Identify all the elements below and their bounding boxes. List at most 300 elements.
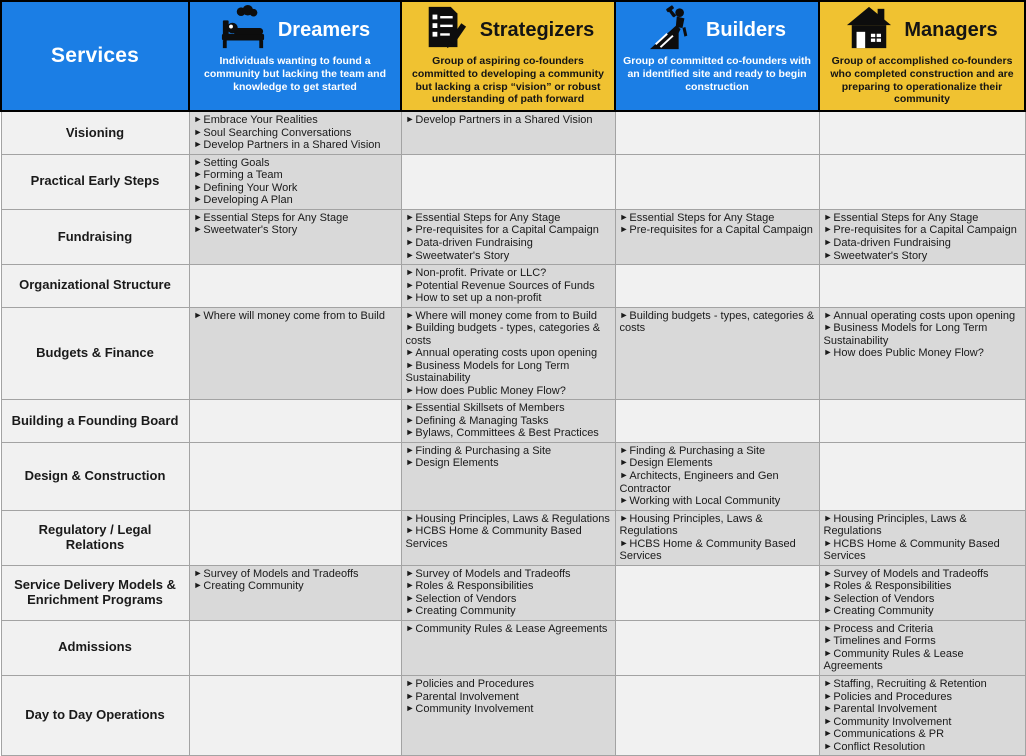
bullet-pointer-icon: ► <box>193 194 203 205</box>
bullet-pointer-icon: ► <box>823 512 833 523</box>
bullet-pointer-icon: ► <box>823 567 833 578</box>
offering-item-text: Soul Searching Conversations <box>203 126 352 139</box>
offering-item-text: Developing A Plan <box>203 194 293 207</box>
matrix-cell <box>615 111 819 154</box>
offering-item-text: Survey of Models and Tradeoffs <box>203 567 359 580</box>
matrix-cell <box>189 400 401 443</box>
matrix-cell <box>189 307 401 400</box>
offering-item-text: Selection of Vendors <box>415 592 517 605</box>
offering-item-text: Sweetwater's Story <box>415 249 510 262</box>
offering-item <box>406 322 612 347</box>
offering-item-text: Survey of Models and Tradeoffs <box>833 567 989 580</box>
bullet-pointer-icon: ► <box>823 580 833 591</box>
bullet-pointer-icon: ► <box>823 622 833 633</box>
offering-item <box>406 525 612 550</box>
offering-item <box>406 605 612 618</box>
column-header-strategizers <box>401 1 615 111</box>
offering-item-text: Roles & Responsibilities <box>833 580 952 593</box>
column-header-top <box>616 2 818 54</box>
offering-item <box>406 513 612 526</box>
offering-item-text: Essential Skillsets of Members <box>415 402 565 415</box>
offering-item <box>824 347 1022 360</box>
offering-item-text: Annual operating costs upon opening <box>833 309 1016 322</box>
matrix-cell <box>615 620 819 675</box>
offering-item-text: How does Public Money Flow? <box>415 384 566 397</box>
bullet-pointer-icon: ► <box>405 359 415 370</box>
column-subtitle: Group of accomplished co-founders who completed construction and are preparing to operationalize their community <box>830 55 1014 106</box>
offering-item-text: Data-driven Fundraising <box>415 236 533 249</box>
bullet-pointer-icon: ► <box>619 444 629 455</box>
offering-item <box>620 445 816 458</box>
bullet-pointer-icon: ► <box>405 605 415 616</box>
bullet-pointer-icon: ► <box>193 567 203 578</box>
offering-item-text: Embrace Your Realities <box>203 114 318 127</box>
offering-item <box>406 267 612 280</box>
matrix-cell <box>615 400 819 443</box>
offering-item-text: Creating Community <box>833 605 934 618</box>
bullet-pointer-icon: ► <box>823 537 833 548</box>
offering-item <box>406 593 612 606</box>
services-header-title: Services <box>50 44 139 68</box>
service-row <box>1 209 1025 264</box>
offering-item <box>406 250 612 263</box>
offering-item <box>406 237 612 250</box>
matrix-cell <box>615 265 819 308</box>
offering-item-text: HCBS Home & Community Based Services <box>823 537 1000 563</box>
dreamer-bed-icon <box>220 5 266 56</box>
offering-item-text: Housing Principles, Laws & Regulations <box>823 512 967 538</box>
offering-item <box>194 224 398 237</box>
offering-item-text: Pre-requisites for a Capital Campaign <box>833 224 1017 237</box>
offering-item <box>406 623 612 636</box>
offering-item-text: Parental Involvement <box>415 690 519 703</box>
bullet-pointer-icon: ► <box>619 495 629 506</box>
bullet-pointer-icon: ► <box>823 677 833 688</box>
offering-item <box>620 513 816 538</box>
matrix-cell <box>189 565 401 620</box>
service-row <box>1 265 1025 308</box>
offering-item <box>406 385 612 398</box>
column-title: Dreamers <box>277 19 371 41</box>
offering-item <box>194 169 398 182</box>
offering-item <box>406 280 612 293</box>
offering-item-text: Essential Steps for Any Stage <box>629 211 775 224</box>
offering-item <box>824 605 1022 618</box>
services-header-cell <box>1 1 189 111</box>
service-row <box>1 565 1025 620</box>
matrix-cell <box>615 209 819 264</box>
offering-item <box>406 691 612 704</box>
offering-item-text: Finding & Purchasing a Site <box>629 444 766 457</box>
bullet-pointer-icon: ► <box>823 347 833 358</box>
offering-item-text: Bylaws, Committees & Best Practices <box>415 427 599 440</box>
checklist-pencil-icon <box>422 5 468 56</box>
bullet-pointer-icon: ► <box>823 690 833 701</box>
offering-item-text: Architects, Engineers and Gen Contractor <box>619 470 779 495</box>
matrix-cell <box>819 620 1025 675</box>
offering-item <box>620 224 816 237</box>
bullet-pointer-icon: ► <box>823 236 833 247</box>
offering-item-text: Pre-requisites for a Capital Campaign <box>629 224 813 237</box>
matrix-cell <box>819 265 1025 308</box>
bullet-pointer-icon: ► <box>405 224 415 235</box>
bullet-pointer-icon: ► <box>823 605 833 616</box>
offering-item-text: Non-profit. Private or LLC? <box>415 267 547 280</box>
bullet-pointer-icon: ► <box>823 224 833 235</box>
bullet-pointer-icon: ► <box>823 740 833 751</box>
offering-item <box>406 212 612 225</box>
service-row-label: Budgets & Finance <box>1 307 189 400</box>
offering-item-text: Building budgets - types, categories & costs <box>619 309 815 335</box>
service-row <box>1 620 1025 675</box>
matrix-cell <box>401 442 615 510</box>
service-row-label: Regulatory / Legal Relations <box>1 510 189 565</box>
matrix-cell <box>615 307 819 400</box>
bullet-pointer-icon: ► <box>619 309 629 320</box>
offering-item <box>406 427 612 440</box>
offering-item <box>824 513 1022 538</box>
offering-item-text: Pre-requisites for a Capital Campaign <box>415 224 599 237</box>
service-row-label: Practical Early Steps <box>1 154 189 209</box>
offering-item-text: Community Rules & Lease Agreements <box>823 647 964 673</box>
offering-item <box>824 635 1022 648</box>
bullet-pointer-icon: ► <box>823 647 833 658</box>
bullet-pointer-icon: ► <box>405 114 415 125</box>
bullet-pointer-icon: ► <box>193 224 203 235</box>
matrix-cell <box>189 620 401 675</box>
offering-item-text: Finding & Purchasing a Site <box>415 444 552 457</box>
offering-item-text: Housing Principles, Laws & Regulations <box>619 512 763 538</box>
matrix-cell <box>401 154 615 209</box>
offering-item-text: Policies and Procedures <box>415 677 535 690</box>
bullet-pointer-icon: ► <box>193 309 203 320</box>
offering-item-text: Defining Your Work <box>203 181 298 194</box>
column-header-top <box>402 2 614 54</box>
bullet-pointer-icon: ► <box>405 512 415 523</box>
offering-item <box>406 703 612 716</box>
service-row-label: Design & Construction <box>1 442 189 510</box>
bullet-pointer-icon: ► <box>405 322 415 333</box>
offering-item <box>620 470 816 495</box>
offering-item <box>194 568 398 581</box>
column-subtitle: Group of committed co-founders with an identified site and ready to begin construction <box>623 55 811 93</box>
matrix-cell <box>819 154 1025 209</box>
bullet-pointer-icon: ► <box>619 211 629 222</box>
matrix-cell <box>401 510 615 565</box>
offering-item <box>620 538 816 563</box>
matrix-cell <box>401 307 615 400</box>
matrix-cell <box>189 111 401 154</box>
offering-item <box>194 212 398 225</box>
offering-item <box>824 224 1022 237</box>
bullet-pointer-icon: ► <box>405 402 415 413</box>
matrix-cell <box>615 675 819 755</box>
offering-item <box>824 322 1022 347</box>
matrix-cell <box>819 675 1025 755</box>
offering-item <box>824 593 1022 606</box>
column-header-builders <box>615 1 819 111</box>
matrix-cell <box>189 442 401 510</box>
offering-item-text: Building budgets - types, categories & costs <box>405 322 601 347</box>
bullet-pointer-icon: ► <box>405 427 415 438</box>
offering-item <box>406 310 612 323</box>
offering-item <box>824 691 1022 704</box>
offering-item <box>406 457 612 470</box>
offering-item-text: Essential Steps for Any Stage <box>833 211 979 224</box>
offering-item-text: Policies and Procedures <box>833 690 953 703</box>
bullet-pointer-icon: ► <box>193 139 203 150</box>
offering-item <box>406 445 612 458</box>
offering-item <box>194 310 398 323</box>
offering-item <box>620 212 816 225</box>
matrix-cell <box>401 675 615 755</box>
service-row <box>1 111 1025 154</box>
construction-worker-icon <box>648 5 694 56</box>
bullet-pointer-icon: ► <box>405 267 415 278</box>
bullet-pointer-icon: ► <box>405 249 415 260</box>
matrix-cell <box>819 111 1025 154</box>
service-row-label: Admissions <box>1 620 189 675</box>
offering-item-text: Creating Community <box>203 580 304 593</box>
offering-item-text: Develop Partners in a Shared Vision <box>203 139 381 152</box>
offering-item <box>824 648 1022 673</box>
offering-item-text: Annual operating costs upon opening <box>415 347 598 360</box>
service-row-label: Visioning <box>1 111 189 154</box>
offering-item-text: Essential Steps for Any Stage <box>415 211 561 224</box>
offering-item <box>620 310 816 335</box>
column-header-top <box>190 2 400 54</box>
column-header-dreamers <box>189 1 401 111</box>
offering-item <box>824 623 1022 636</box>
offering-item-text: Potential Revenue Sources of Funds <box>415 279 595 292</box>
service-row-label: Organizational Structure <box>1 265 189 308</box>
offering-item-text: How to set up a non-profit <box>415 292 542 305</box>
offering-item <box>824 212 1022 225</box>
offering-item-text: Data-driven Fundraising <box>833 236 951 249</box>
service-row <box>1 154 1025 209</box>
service-row-label: Service Delivery Models & Enrichment Programs <box>1 565 189 620</box>
offering-item-text: Communications & PR <box>833 728 945 741</box>
bullet-pointer-icon: ► <box>193 114 203 125</box>
bullet-pointer-icon: ► <box>405 309 415 320</box>
bullet-pointer-icon: ► <box>823 635 833 646</box>
service-row-label: Building a Founding Board <box>1 400 189 443</box>
bullet-pointer-icon: ► <box>405 236 415 247</box>
bullet-pointer-icon: ► <box>405 279 415 290</box>
bullet-pointer-icon: ► <box>823 249 833 260</box>
offering-item <box>194 127 398 140</box>
offering-item-text: Survey of Models and Tradeoffs <box>415 567 571 580</box>
offering-item <box>194 580 398 593</box>
offering-item <box>406 402 612 415</box>
service-row-label: Fundraising <box>1 209 189 264</box>
offering-item <box>406 292 612 305</box>
column-title: Strategizers <box>479 19 595 41</box>
bullet-pointer-icon: ► <box>405 690 415 701</box>
offering-item <box>824 728 1022 741</box>
offering-item <box>406 580 612 593</box>
offering-item-text: Design Elements <box>415 457 499 470</box>
bullet-pointer-icon: ► <box>405 592 415 603</box>
offering-item <box>824 678 1022 691</box>
bullet-pointer-icon: ► <box>405 292 415 303</box>
bullet-pointer-icon: ► <box>823 728 833 739</box>
column-title: Managers <box>904 19 998 41</box>
offering-item-text: Working with Local Community <box>629 495 781 508</box>
offering-item <box>406 568 612 581</box>
matrix-cell <box>401 400 615 443</box>
matrix-cell <box>819 400 1025 443</box>
bullet-pointer-icon: ► <box>405 580 415 591</box>
service-row <box>1 675 1025 755</box>
offering-item <box>824 538 1022 563</box>
offering-item-text: Defining & Managing Tasks <box>415 414 549 427</box>
matrix-cell <box>819 565 1025 620</box>
bullet-pointer-icon: ► <box>619 512 629 523</box>
offering-item <box>620 457 816 470</box>
bullet-pointer-icon: ► <box>405 703 415 714</box>
bullet-pointer-icon: ► <box>405 347 415 358</box>
matrix-cell <box>615 442 819 510</box>
offering-item-text: Sweetwater's Story <box>203 224 298 237</box>
bullet-pointer-icon: ► <box>619 537 629 548</box>
offering-item-text: Setting Goals <box>203 156 270 169</box>
offering-item-text: Forming a Team <box>203 169 283 182</box>
bullet-pointer-icon: ► <box>823 715 833 726</box>
offering-item-text: How does Public Money Flow? <box>833 347 984 360</box>
offering-item <box>194 139 398 152</box>
offering-item <box>406 114 612 127</box>
bullet-pointer-icon: ► <box>405 677 415 688</box>
offering-item <box>406 678 612 691</box>
matrix-cell <box>401 209 615 264</box>
offering-item <box>824 237 1022 250</box>
offering-item <box>406 360 612 385</box>
offering-item-text: HCBS Home & Community Based Services <box>619 537 796 563</box>
offering-item-text: Selection of Vendors <box>833 592 935 605</box>
offering-item-text: Business Models for Long Term Sustainability <box>823 322 988 347</box>
matrix-cell <box>819 510 1025 565</box>
offering-item-text: Essential Steps for Any Stage <box>203 211 349 224</box>
bullet-pointer-icon: ► <box>619 224 629 235</box>
column-title: Builders <box>705 19 787 41</box>
matrix-cell <box>615 154 819 209</box>
service-row <box>1 400 1025 443</box>
offering-item <box>406 415 612 428</box>
offering-item-text: HCBS Home & Community Based Services <box>405 525 582 550</box>
column-subtitle: Group of aspiring co-founders committed to developing a community but lacking a crisp “vision” or robust understanding of path forward <box>412 55 604 106</box>
house-icon <box>846 5 892 56</box>
service-row <box>1 442 1025 510</box>
offering-item <box>406 347 612 360</box>
offering-item-text: Design Elements <box>629 457 713 470</box>
bullet-pointer-icon: ► <box>823 592 833 603</box>
service-row-label: Day to Day Operations <box>1 675 189 755</box>
offering-item <box>824 310 1022 323</box>
offering-item-text: Community Rules & Lease Agreements <box>415 622 608 635</box>
offering-item <box>824 580 1022 593</box>
matrix-cell <box>819 442 1025 510</box>
offering-item <box>824 716 1022 729</box>
bullet-pointer-icon: ► <box>193 580 203 591</box>
bullet-pointer-icon: ► <box>405 444 415 455</box>
offering-item <box>194 157 398 170</box>
offering-item-text: Develop Partners in a Shared Vision <box>415 114 593 127</box>
bullet-pointer-icon: ► <box>619 470 629 480</box>
offering-item-text: Parental Involvement <box>833 703 937 716</box>
matrix-cell <box>189 675 401 755</box>
offering-item <box>194 114 398 127</box>
offering-item <box>824 568 1022 581</box>
column-subtitle: Individuals wanting to found a community but lacking the team and knowledge to get started <box>203 55 387 93</box>
offering-item <box>824 703 1022 716</box>
bullet-pointer-icon: ► <box>823 309 833 320</box>
offering-item <box>620 495 816 508</box>
matrix-cell <box>615 565 819 620</box>
bullet-pointer-icon: ► <box>823 322 833 333</box>
offering-item <box>194 194 398 207</box>
offering-item-text: Sweetwater's Story <box>833 249 928 262</box>
matrix-cell <box>189 209 401 264</box>
offering-item-text: Housing Principles, Laws & Regulations <box>415 512 610 525</box>
column-header-managers <box>819 1 1025 111</box>
service-row <box>1 307 1025 400</box>
offering-item-text: Where will money come from to Build <box>415 309 597 322</box>
matrix-cell <box>401 565 615 620</box>
bullet-pointer-icon: ► <box>405 457 415 468</box>
offering-item-text: Conflict Resolution <box>833 740 926 753</box>
bullet-pointer-icon: ► <box>193 211 203 222</box>
bullet-pointer-icon: ► <box>405 211 415 222</box>
matrix-cell <box>819 307 1025 400</box>
bullet-pointer-icon: ► <box>619 457 629 468</box>
column-header-top <box>820 2 1024 54</box>
offering-item <box>406 224 612 237</box>
bullet-pointer-icon: ► <box>405 525 415 536</box>
matrix-cell <box>401 265 615 308</box>
service-row <box>1 510 1025 565</box>
offering-item-text: Timelines and Forms <box>833 635 936 648</box>
offering-item <box>824 741 1022 754</box>
bullet-pointer-icon: ► <box>405 384 415 395</box>
matrix-cell <box>401 111 615 154</box>
offering-item-text: Community Involvement <box>833 715 952 728</box>
offering-item <box>194 182 398 195</box>
bullet-pointer-icon: ► <box>193 169 203 180</box>
matrix-cell <box>189 265 401 308</box>
offering-item-text: Where will money come from to Build <box>203 309 385 322</box>
offering-item-text: Staffing, Recruiting & Retention <box>833 677 987 690</box>
matrix-cell <box>189 154 401 209</box>
bullet-pointer-icon: ► <box>405 567 415 578</box>
bullet-pointer-icon: ► <box>823 211 833 222</box>
offering-item-text: Community Involvement <box>415 703 534 716</box>
bullet-pointer-icon: ► <box>823 703 833 714</box>
offering-item-text: Creating Community <box>415 605 516 618</box>
matrix-cell <box>189 510 401 565</box>
bullet-pointer-icon: ► <box>193 156 203 167</box>
bullet-pointer-icon: ► <box>193 181 203 192</box>
matrix-cell <box>819 209 1025 264</box>
matrix-cell <box>615 510 819 565</box>
bullet-pointer-icon: ► <box>405 414 415 425</box>
offering-item-text: Process and Criteria <box>833 622 934 635</box>
offering-item-text: Roles & Responsibilities <box>415 580 534 593</box>
offering-item <box>824 250 1022 263</box>
bullet-pointer-icon: ► <box>405 622 415 633</box>
bullet-pointer-icon: ► <box>193 126 203 137</box>
matrix-cell <box>401 620 615 675</box>
